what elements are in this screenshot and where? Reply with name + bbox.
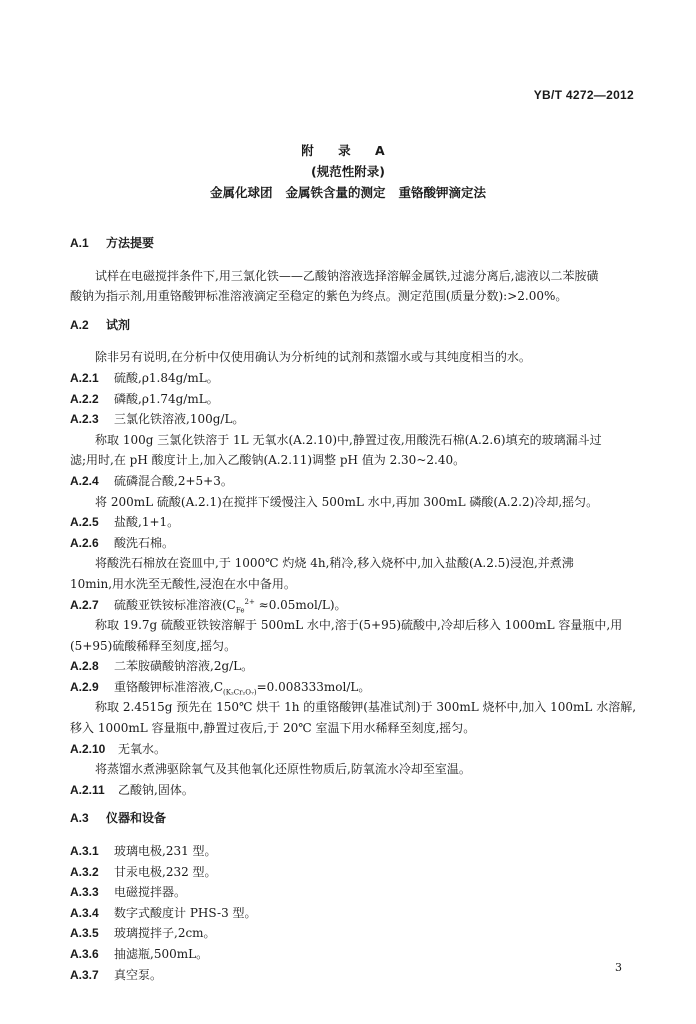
list-item — [70, 944, 636, 965]
item-number: A.3.5 — [70, 926, 99, 941]
list-item — [70, 841, 636, 862]
item-text: 二苯胺磺酸钠溶液,2g/L。 — [114, 659, 254, 674]
subscript: (K₂Cr₂O₇) — [223, 688, 257, 697]
item-text: 盐酸,1+1。 — [114, 515, 180, 530]
subscript: Fe — [235, 605, 245, 614]
item-text: 玻璃搅拌子,2cm。 — [114, 926, 216, 941]
item-text: 硫酸,ρ1.84g/mL。 — [114, 370, 219, 385]
document-body — [70, 233, 636, 985]
item-number: A.2.1 — [70, 370, 99, 385]
item-text: 硫酸亚铁铵标准溶液(C — [114, 597, 236, 612]
annex-heading — [0, 140, 696, 203]
item-text: 数字式酸度计 PHS-3 型。 — [114, 905, 257, 920]
superscript: 2+ — [244, 597, 255, 606]
paragraph-line: 滤;用时,在 pH 酸度计上,加入乙酸钠(A.2.11)调整 pH 值为 2.30~2.40。 — [70, 453, 466, 468]
item-number: A.2.8 — [70, 659, 99, 674]
list-item — [70, 677, 636, 698]
list-item — [70, 965, 636, 986]
item-text: 硫磷混合酸,2+5+3。 — [114, 473, 233, 488]
paragraph-line: 称取 19.7g 硫酸亚铁铵溶解于 500mL 水中,溶于(5+95)硫酸中,冷却后移入 1000mL 容量瓶中,用 — [95, 618, 623, 633]
section-number: A.1 — [70, 236, 89, 250]
section-number: A.2 — [70, 317, 89, 332]
paragraph-line: 除非另有说明,在分析中仅使用确认为分析纯的试剂和蒸馏水或与其纯度相当的水。 — [95, 350, 531, 365]
list-item — [70, 471, 636, 492]
list-item — [70, 903, 636, 924]
list-item — [70, 780, 636, 801]
item-text: 甘汞电极,232 型。 — [114, 864, 217, 879]
item-number: A.2.11 — [70, 782, 105, 797]
standard-code: YB/T 4272—2012 — [533, 88, 634, 102]
list-item — [70, 409, 636, 430]
annex-heading-title: 金属化球团 金属铁含量的测定 重铬酸钾滴定法 — [209, 185, 487, 200]
item-text: 重铬酸钾标准溶液,C — [114, 679, 223, 694]
list-item — [70, 533, 636, 554]
paragraph-line: 将 200mL 硫酸(A.2.1)在搅拌下缓慢注入 500mL 水中,再加 300mL 磷酸(A.2.2)冷却,摇匀。 — [95, 494, 599, 509]
item-number: A.2.5 — [70, 515, 99, 530]
item-number: A.3.2 — [70, 864, 99, 879]
list-item — [70, 389, 636, 410]
item-number: A.2.4 — [70, 473, 99, 488]
paragraph-line: 10min,用水洗至无酸性,浸泡在水中备用。 — [70, 576, 296, 591]
section-heading-a2 — [70, 315, 636, 336]
item-text: 乙酸钠,固体。 — [118, 782, 194, 797]
annex-title: 附 录 A — [301, 143, 395, 158]
item-number: A.3.1 — [70, 844, 99, 859]
item-text: ≈0.05mol/L)。 — [254, 597, 347, 612]
item-number: A.3.4 — [70, 905, 99, 920]
item-number: A.2.2 — [70, 391, 99, 406]
section-heading-a3 — [70, 808, 636, 829]
paragraph-line: 称取 100g 三氯化铁溶于 1L 无氧水(A.2.10)中,静置过夜,用酸洗石棉(A.2.6)填充的玻璃漏斗过 — [95, 432, 602, 447]
item-text: 三氯化铁溶液,100g/L。 — [114, 412, 245, 427]
paragraph-line: 移入 1000mL 容量瓶中,静置过夜后,于 20℃ 室温下用水稀释至刻度,摇匀。 — [70, 721, 476, 736]
list-item — [70, 882, 636, 903]
item-number: A.2.9 — [70, 679, 99, 694]
item-number: A.3.6 — [70, 947, 99, 961]
paragraph-line: 将酸洗石棉放在瓷皿中,于 1000℃ 灼烧 4h,稍冷,移入烧杯中,加入盐酸(A.2.5)浸泡,并煮沸 — [95, 556, 574, 571]
item-number: A.2.10 — [70, 741, 106, 756]
item-text: 玻璃电极,231 型。 — [114, 844, 217, 859]
list-item — [70, 656, 636, 677]
paragraph-line: 将蒸馏水煮沸驱除氧气及其他氧化还原性物质后,防氧流水冷却至室温。 — [95, 762, 471, 777]
list-item — [70, 595, 636, 616]
list-item — [70, 923, 636, 944]
item-text: 无氧水。 — [118, 741, 167, 756]
item-number: A.2.6 — [70, 535, 99, 550]
annex-subtitle: (规范性附录) — [311, 164, 385, 179]
list-item — [70, 739, 636, 760]
paragraph-line: 酸钠为指示剂,用重铬酸钾标准溶液滴定至稳定的紫色为终点。测定范围(质量分数):>2.00%。 — [70, 289, 568, 304]
item-number: A.2.7 — [70, 597, 99, 612]
section-heading-a1 — [70, 233, 636, 254]
section-number: A.3 — [70, 811, 89, 826]
list-item — [70, 368, 636, 389]
item-text: =0.008333mol/L。 — [256, 679, 371, 694]
item-number: A.3.3 — [70, 885, 99, 900]
paragraph-line: (5+95)硫酸稀释至刻度,摇匀。 — [70, 638, 237, 653]
paragraph-line: 称取 2.4515g 预先在 150℃ 烘干 1h 的重铬酸钾(基准试剂)于 300mL 烧杯中,加入 100mL 水溶解, — [95, 700, 637, 715]
section-title: 仪器和设备 — [106, 811, 167, 826]
item-text: 电磁搅拌器。 — [114, 885, 187, 900]
item-number: A.2.3 — [70, 412, 99, 427]
paragraph-line: 试样在电磁搅拌条件下,用三氯化铁——乙酸钠溶液选择溶解金属铁,过滤分离后,滤液以二苯胺磺 — [95, 268, 599, 283]
section-title: 方法提要 — [106, 236, 155, 250]
item-text: 真空泵。 — [114, 967, 163, 982]
list-item — [70, 862, 636, 883]
item-text: 酸洗石棉。 — [114, 535, 175, 550]
item-number: A.3.7 — [70, 967, 99, 982]
item-text: 磷酸,ρ1.74g/mL。 — [114, 391, 219, 406]
section-title: 试剂 — [106, 317, 131, 332]
page-number: 3 — [615, 961, 622, 974]
list-item — [70, 512, 636, 533]
item-text: 抽滤瓶,500mL。 — [114, 947, 209, 961]
